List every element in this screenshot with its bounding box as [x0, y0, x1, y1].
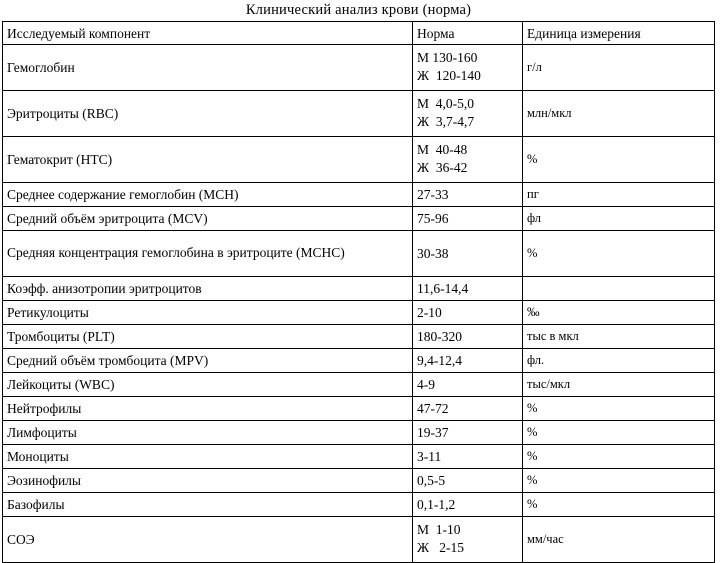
component-label: Средняя концентрация гемоглобина в эритроците (MCHC): [7, 244, 345, 260]
norm-male: М 1-10: [417, 522, 461, 538]
cell-component: Среднее содержание гемоглобин (MCH): [3, 183, 413, 207]
cell-norm-value: 0,5-5: [413, 469, 523, 493]
cell-norm-value: 75-96: [413, 207, 523, 231]
cell-component: [3, 231, 413, 277]
cell-unit: [523, 277, 715, 301]
cell-norm-value: 180-320: [413, 325, 523, 349]
norm-female: Ж 2-15: [417, 540, 464, 556]
cell-component: Тромбоциты (PLT): [3, 325, 413, 349]
table-row: [3, 421, 715, 445]
norm-female: Ж 3,7-4,7: [417, 114, 475, 130]
table-row: [3, 373, 715, 397]
cell-unit: %: [523, 397, 715, 421]
cell-component: Лейкоциты (WBC): [3, 373, 413, 397]
cell-unit: %: [523, 493, 715, 517]
cell-unit: тыс/мкл: [523, 373, 715, 397]
cell-component: Эозинофилы: [3, 469, 413, 493]
table-row: [3, 207, 715, 231]
cell-norm-value: [413, 137, 523, 183]
cell-unit: млн/мкл: [523, 91, 715, 137]
cell-unit: фл: [523, 207, 715, 231]
cell-component: Лимфоциты: [3, 421, 413, 445]
table-title: Клинический анализ крови (норма): [3, 0, 715, 22]
cell-norm-value: 11,6-14,4: [413, 277, 523, 301]
cell-component: Гематокрит (HTC): [3, 137, 413, 183]
table-title-row: [3, 0, 715, 22]
cell-unit: тыс в мкл: [523, 325, 715, 349]
cell-norm-value: 2-10: [413, 301, 523, 325]
norm-stack: [417, 49, 518, 85]
column-header-component: Исследуемый компонент: [3, 22, 413, 45]
norm-female: Ж 120-140: [417, 68, 481, 84]
cell-norm-value: 4-9: [413, 373, 523, 397]
cell-unit: %: [523, 421, 715, 445]
cell-unit: %: [523, 469, 715, 493]
norm-male: М 130-160: [417, 50, 478, 66]
norm-female: Ж 36-42: [417, 160, 468, 176]
table-row: [3, 277, 715, 301]
cell-component: Гемоглобин: [3, 45, 413, 91]
table-row: [3, 445, 715, 469]
column-header-norm: Норма: [413, 22, 523, 45]
cell-component: СОЭ: [3, 517, 413, 563]
cell-component: Эритроциты (RBC): [3, 91, 413, 137]
cell-unit: %: [523, 445, 715, 469]
column-header-unit: Единица измерения: [523, 22, 715, 45]
table-row: [3, 91, 715, 137]
norm-male: М 40-48: [417, 142, 468, 158]
cell-component: Базофилы: [3, 493, 413, 517]
cell-component: Ретикулоциты: [3, 301, 413, 325]
cell-component: Моноциты: [3, 445, 413, 469]
cell-norm-value: 19-37: [413, 421, 523, 445]
table-header-row: [3, 22, 715, 45]
cell-norm-value: [413, 91, 523, 137]
table-row: [3, 469, 715, 493]
norm-stack: [417, 95, 518, 131]
cell-norm-value: 0,1-1,2: [413, 493, 523, 517]
cell-norm-value: 27-33: [413, 183, 523, 207]
cell-component: Коэфф. анизотропии эритроцитов: [3, 277, 413, 301]
cell-component: Средний объём эритроцита (MCV): [3, 207, 413, 231]
cell-unit: %: [523, 137, 715, 183]
blood-test-reference-table: [2, 0, 715, 563]
cell-component: Средний объём тромбоцита (MPV): [3, 349, 413, 373]
table-row: [3, 301, 715, 325]
cell-norm-value: 30-38: [413, 231, 523, 277]
norm-stack: [417, 521, 518, 557]
cell-norm-value: 3-11: [413, 445, 523, 469]
norm-stack: [417, 141, 518, 177]
cell-norm-value: 9,4-12,4: [413, 349, 523, 373]
table-row: [3, 45, 715, 91]
cell-component: Нейтрофилы: [3, 397, 413, 421]
table-row: [3, 349, 715, 373]
table-row: [3, 397, 715, 421]
table-row: [3, 137, 715, 183]
table-row: [3, 183, 715, 207]
norm-male: М 4,0-5,0: [417, 96, 474, 112]
table-row: [3, 325, 715, 349]
cell-unit: г/л: [523, 45, 715, 91]
cell-unit: %: [523, 231, 715, 277]
cell-unit: пг: [523, 183, 715, 207]
table-row: [3, 231, 715, 277]
cell-unit: мм/час: [523, 517, 715, 563]
cell-unit: ‰: [523, 301, 715, 325]
cell-norm-value: [413, 45, 523, 91]
cell-norm-value: 47-72: [413, 397, 523, 421]
table-row: [3, 493, 715, 517]
cell-unit: фл.: [523, 349, 715, 373]
